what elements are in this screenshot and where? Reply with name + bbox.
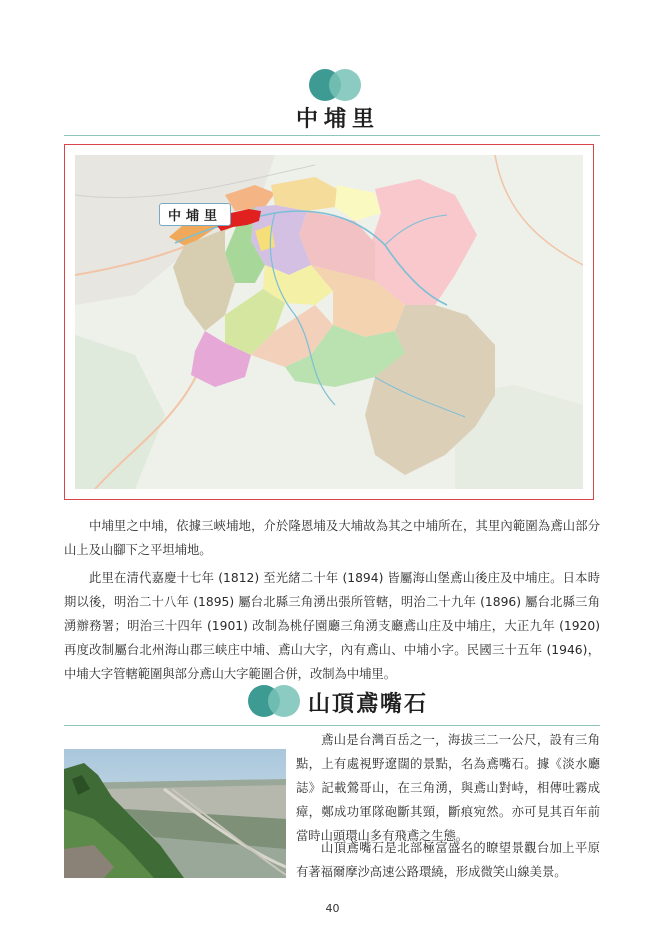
landscape-photo bbox=[64, 749, 286, 878]
section-icon-circles bbox=[248, 685, 300, 717]
section1-paragraph-2: 此里在清代嘉慶十七年 (1812) 至光緒二十年 (1894) 皆屬海山堡鳶山後庄及中埔庄。日本時期以後，明治二十八年 (1895) 屬台北縣三角湧出張所管轄，明治二十九年 (1896) 屬台北縣三角湧辦務署；明治三十四年 (1901) 改制為桃仔園廳三角湧支廳鳶山庄及中埔庄，大正九年 (1920) 再度改制屬台北州海山郡三峡庄中埔、鳶山大字，內有鳶山、中埔小字。民國三十五年 (1946)，中埔大字管轄範圍與部分鳶山大字範圍合併，改制為中埔里。 bbox=[64, 571, 600, 681]
section2-paragraph-1: 鳶山是台灣百岳之一，海拔三二一公尺，設有三角點，上有處視野遼闊的景點，名為鳶嘴石。據《淡水廳誌》記載鶯哥山，在三角湧，與鳶山對峙，相傳吐霧成瘴，鄭成功軍隊砲斷其頸，斷痕宛然。亦可見其百年前當時山頭環山多有飛鳶之生態。 bbox=[296, 733, 600, 843]
district-map-svg bbox=[75, 155, 583, 489]
section-title-yuanzuishi: 山頂鳶嘴石 bbox=[308, 692, 429, 717]
district-map-frame bbox=[64, 144, 594, 500]
circle-light-icon bbox=[329, 69, 361, 101]
page-number: 40 bbox=[325, 902, 340, 915]
section2-paragraph-2: 山頂鳶嘴石是北部極富盛名的瞭望景觀台加上平原有著福爾摩沙高速公路環繞，形成微笑山線美景。 bbox=[296, 841, 600, 879]
landscape-photo-svg bbox=[64, 749, 286, 878]
circle-light-icon bbox=[268, 685, 300, 717]
map-label-zhongpu: 中埔里 bbox=[159, 203, 231, 226]
section-title-zhongpu: 中埔里 bbox=[296, 107, 381, 132]
section-icon-circles bbox=[309, 69, 361, 101]
district-map bbox=[75, 155, 583, 489]
section1-paragraph-1: 中埔里之中埔，依據三峽埔地，介於隆恩埔及大埔故為其之中埔所在，其里內範圍為鳶山部分山上及山腳下之平坦埔地。 bbox=[64, 519, 600, 557]
section-divider bbox=[64, 135, 600, 136]
section-divider bbox=[64, 725, 600, 726]
